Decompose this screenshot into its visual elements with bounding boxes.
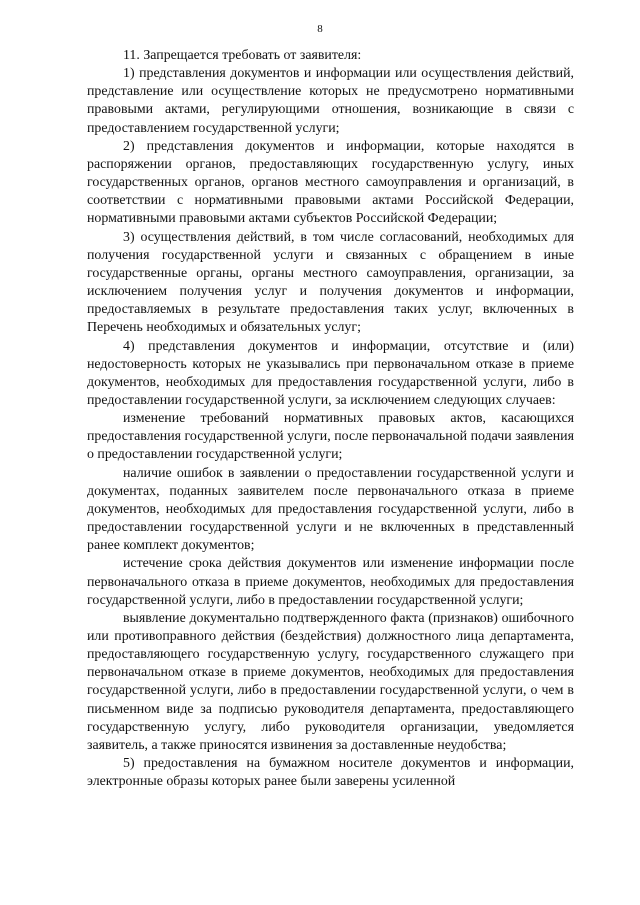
- paragraph-exception-erroneous-action: выявление документально подтвержденного факта (признаков) ошибочного или противоправного действия (бездействия) должностного лица департамента, предоставляющего государственную услугу, государственного служащего при первоначальном отказе в приеме документов, необходимых для предоставления государственной услуги, либо в предоставлении государственной услуги, о чем в письменном виде за подписью руководителя департамента, предоставляющего государственную услугу, либо руководителя организации, уведомляется заявитель, а также приносятся извинения за доставленные неудобства;: [87, 610, 574, 753]
- paragraph-item-11-heading: 11. Запрещается требовать от заявителя:: [123, 48, 362, 63]
- page-number: 8: [317, 23, 323, 35]
- document-body: [87, 47, 574, 791]
- paragraph-subitem-4: 4) представления документов и информации, отсутствие и (или) недостоверность которых не указывались при первоначальном отказе в приеме документов, необходимых для предоставления государственной услуги, либо в предоставлении государственной услуги, за исключением следующих случаев:: [87, 338, 574, 408]
- paragraph-subitem-1: 1) представления документов и информации или осуществления действий, представление или осуществление которых не предусмотрено нормативными правовыми актами, регулирующими отношения, возникающие в связи с предоставлением государственной услуги;: [87, 66, 574, 136]
- paragraph-subitem-2: 2) представления документов и информации, которые находятся в распоряжении органов, предоставляющих государственную услугу, иных государственных органов, органов местного самоуправления и организаций, в соответствии с нормативными правовыми актами Российской Федерации, нормативными правовыми актами субъектов Российской Федерации;: [87, 138, 574, 227]
- paragraph-exception-requirements-change: изменение требований нормативных правовых актов, касающихся предоставления государственной услуги, после первоначальной подачи заявления о предоставлении государственной услуги;: [87, 411, 574, 463]
- paragraph-exception-expiry: истечение срока действия документов или изменение информации после первоначального отказа в приеме документов, необходимых для предоставления государственной услуги, либо в предоставлении государственной услуги;: [87, 556, 574, 608]
- paragraph-subitem-3: 3) осуществления действий, в том числе согласований, необходимых для получения государственной услуги и связанных с обращением в иные государственные органы, органы местного самоуправления, организации, за исключением получения услуг и получения документов и информации, предоставляемых в результате предоставления таких услуг, включенных в Перечень необходимых и обязательных услуг;: [87, 229, 574, 336]
- paragraph-exception-errors: наличие ошибок в заявлении о предоставлении государственной услуги и документах, поданных заявителем после первоначального отказа в приеме документов, необходимых для предоставления государственной услуги, либо в предоставлении государственной услуги и не включенных в представленный ранее комплект документов;: [87, 465, 574, 554]
- paragraph-subitem-5: 5) предоставления на бумажном носителе документов и информации, электронные образы которых ранее были заверены усиленной: [87, 756, 574, 790]
